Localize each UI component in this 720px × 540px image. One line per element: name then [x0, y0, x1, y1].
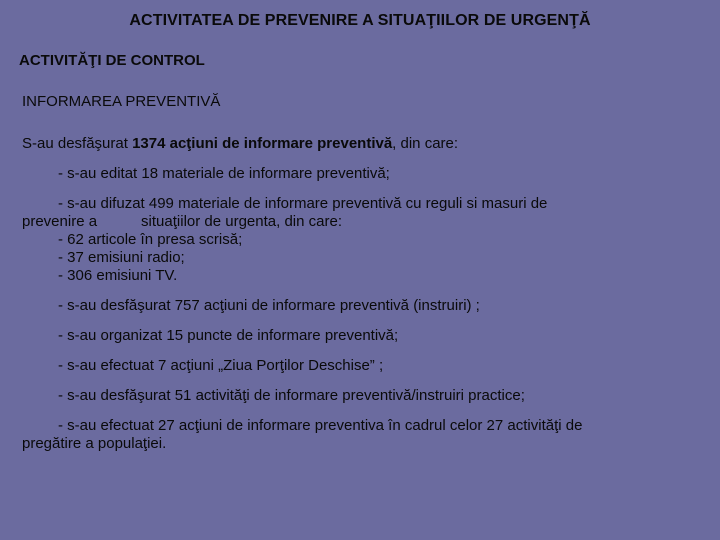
list-item-continuation: pregătire a populaţiei. — [22, 435, 167, 452]
content-body — [22, 135, 702, 453]
sub-list-item: - 306 emisiuni TV. — [58, 267, 178, 284]
list-item: - s-au desfăşurat 51 activităţi de informare preventivă/instruiri practice; — [58, 387, 525, 404]
slide-subtitle: ACTIVITĂŢI DE CONTROL — [19, 52, 205, 69]
list-item-continuation: prevenire a situaţiilor de urgenta, din care: — [22, 213, 342, 230]
sub-list-item: - 37 emisiuni radio; — [58, 249, 185, 266]
list-item-line: - s-au efectuat 27 acţiuni de informare preventiva în cadrul celor 27 activităţi de — [58, 417, 583, 434]
list-item: - s-au editat 18 materiale de informare preventivă; — [58, 165, 390, 182]
list-item: - s-au efectuat 7 acţiuni „Ziua Porţilor Deschise” ; — [58, 357, 384, 374]
slide-title: ACTIVITATEA DE PREVENIRE A SITUAŢIILOR DE URGENŢĂ — [129, 12, 591, 29]
list-item-line: - s-au difuzat 499 materiale de informare preventivă cu reguli si masuri de — [58, 195, 548, 212]
list-item — [22, 195, 702, 213]
intro-prefix: S-au desfăşurat — [22, 135, 133, 152]
list-item — [22, 417, 702, 435]
intro-paragraph — [22, 135, 702, 153]
intro-highlight: 1374 acţiuni de informare preventivă — [132, 135, 393, 152]
intro-suffix: , din care: — [392, 135, 459, 152]
list-item: - s-au organizat 15 puncte de informare preventivă; — [58, 327, 399, 344]
sub-list-item: - 62 articole în presa scrisă; — [58, 231, 243, 248]
list-item: - s-au desfăşurat 757 acţiuni de informare preventivă (instruiri) ; — [58, 297, 480, 314]
section-heading: INFORMAREA PREVENTIVĂ — [22, 93, 221, 110]
